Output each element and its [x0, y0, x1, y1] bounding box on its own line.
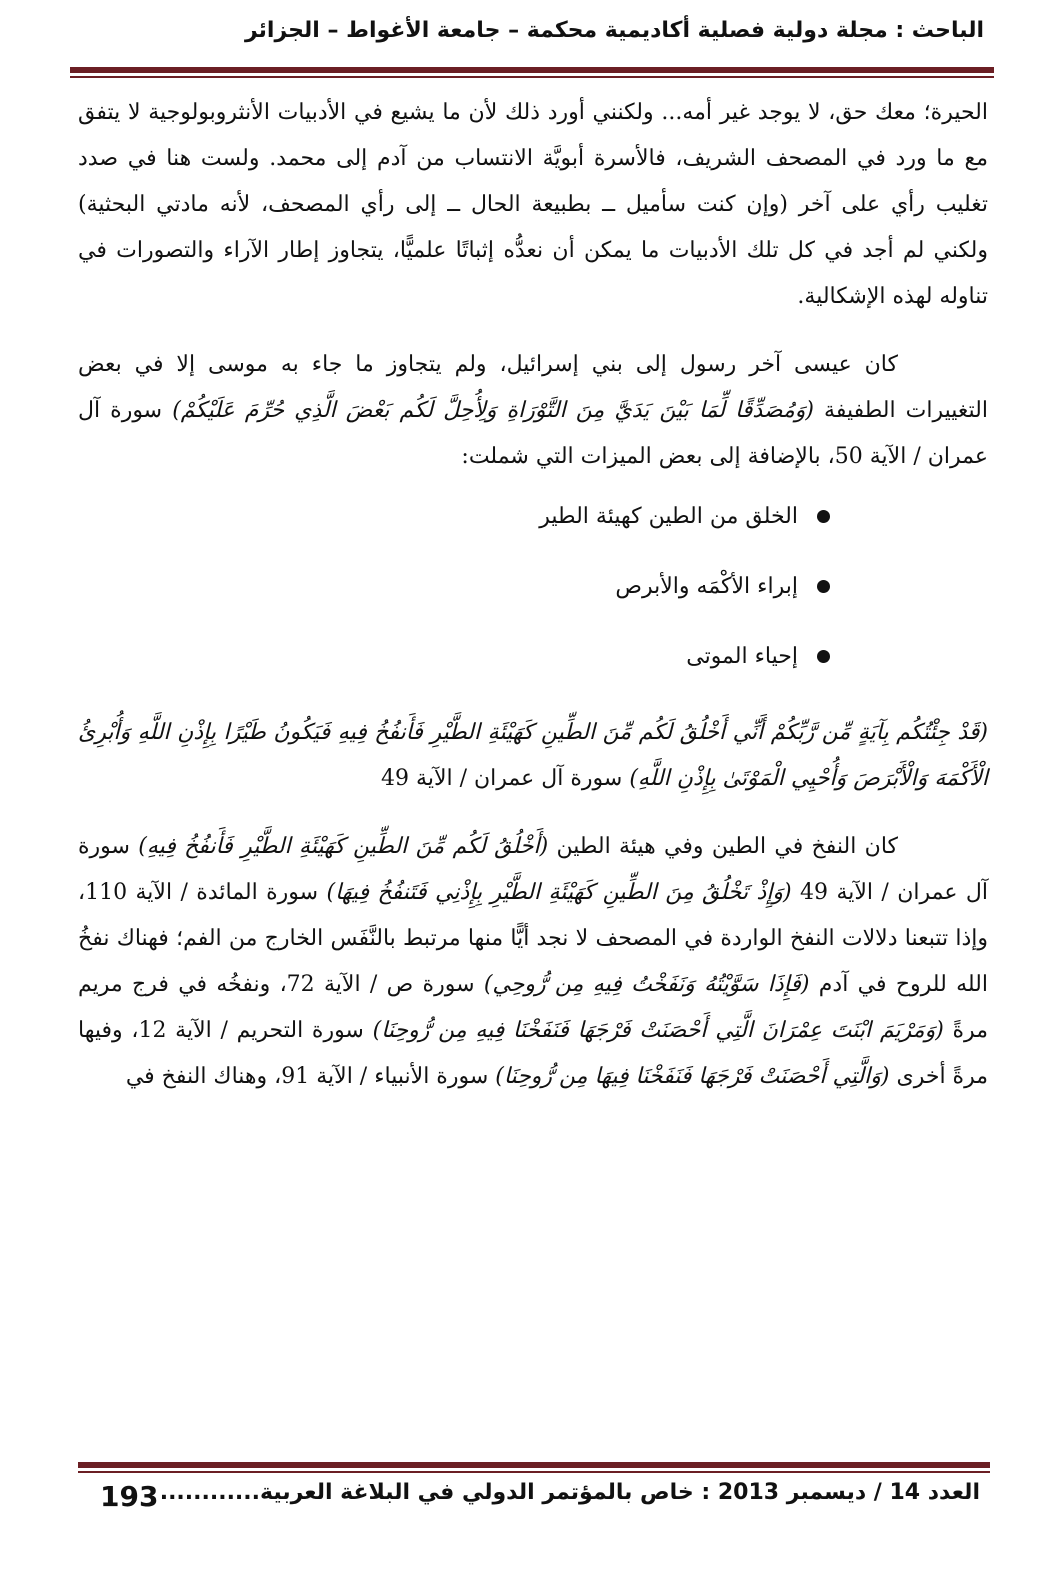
quran-quote: (فَإِذَا سَوَّيْتُهُ وَنَفَخْتُ فِيهِ مِن رُّوحِي)	[483, 972, 810, 997]
paragraph-gap	[78, 802, 988, 824]
footer-rule-thin	[78, 1471, 990, 1473]
footer-rule-thick	[78, 1462, 990, 1468]
paragraph-4-text: سورة ص / الآية 72، ونفخُه في فرج مريم مرةً	[78, 972, 988, 1043]
article-body	[78, 90, 988, 1100]
list-item	[78, 634, 988, 704]
list-item	[78, 564, 988, 634]
paragraph-1: الحيرة؛ معك حق، لا يوجد غير أمه... ولكنني أورد ذلك لأن ما يشيع في الأدبيات الأنثروبولوجية لا يتفق مع ما ورد في المصحف الشريف، فالأسرة أبويَّة الانتساب من آدم إلى محمد. ولست هنا في صدد تغليب رأي على آخر (وإن كنت سأميل ــ بطبيعة الحال ــ إلى رأي المصحف، لأنه مادتي البحثية) ولكني لم أجد في كل تلك الأدبيات ما يمكن أن نعدُّه إثباتًا علميًّا، يتجاوز إطار الآراء والتصورات في تناوله لهذه الإشكالية.	[78, 100, 988, 309]
paragraph-3	[78, 710, 988, 802]
paragraph-gap	[78, 320, 988, 342]
paragraph-4	[78, 824, 988, 1100]
features-list	[78, 494, 988, 704]
bullet-icon	[817, 510, 830, 523]
paragraph-3-rest: سورة آل عمران / الآية 49	[381, 766, 623, 791]
header-rule-thin	[70, 76, 994, 78]
quran-quote: (أَخْلُقُ لَكُم مِّنَ الطِّينِ كَهَيْئَةِ الطَّيْرِ فَأَنفُخُ فِيهِ)	[138, 834, 549, 859]
paragraph-4-text: كان النفخ في الطين وفي هيئة الطين	[556, 834, 898, 859]
paragraph-2	[78, 342, 988, 480]
bullet-icon	[817, 580, 830, 593]
bullet-icon	[817, 650, 830, 663]
paragraph-4-text: سورة الأنبياء / الآية 91، وهناك النفخ في	[125, 1064, 489, 1089]
list-item	[78, 494, 988, 564]
journal-footer	[100, 1480, 980, 1513]
list-item-text: إبراء الأكْمَه والأبرص	[615, 574, 798, 599]
quran-quote: (وَإِذْ تَخْلُقُ مِنَ الطِّينِ كَهَيْئَةِ الطَّيْرِ بِإِذْنِي فَتَنفُخُ فِيهَا)	[326, 880, 792, 905]
quran-quote: (قَدْ جِئْتُكُم بِآيَةٍ مِّن رَّبِّكُمْ أَنِّي أَخْلُقُ لَكُم مِّنَ الطِّينِ كَهَيْئَةِ الطَّيْرِ فَأَنفُخُ فِيهِ فَيَكُونُ طَيْرًا بِإِذْنِ اللَّهِ وَأُبْرِئُ الْأَكْمَهَ وَالْأَبْرَصَ وَأُحْيِي الْمَوْتَىٰ بِإِذْنِ اللَّهِ)	[78, 720, 988, 791]
issue-info: العدد 14 / ديسمبر 2013 : خاص بالمؤتمر الدولي في البلاغة العربية............	[159, 1480, 980, 1505]
paragraph-2-intro: كان عيسى آخر رسول إلى بني إسرائيل، ولم يتجاوز ما جاء به موسى إلا في بعض التغييرات الطفيفة	[78, 352, 988, 423]
quran-quote: (وَمَرْيَمَ ابْنَتَ عِمْرَانَ الَّتِي أَحْصَنَتْ فَرْجَهَا فَنَفَخْنَا فِيهِ مِن رُّوحِنَا)	[372, 1018, 944, 1043]
paragraph-4-text: سورة التحريم / الآية 12، وفيها مرةً أخرى	[78, 1018, 988, 1089]
paragraph-2-rest: سورة آل عمران / الآية 50، بالإضافة إلى بعض الميزات التي شملت:	[78, 398, 988, 469]
quran-quote: (وَالَّتِي أَحْصَنَتْ فَرْجَهَا فَنَفَخْنَا فِيهَا مِن رُّوحِنَا)	[495, 1064, 890, 1089]
header-rule-thick	[70, 67, 994, 73]
paragraph-4-text: سورة المائدة / الآية 110، وإذا تتبعنا دلالات النفخ الواردة في المصحف لا نجد أيًّا منها مرتبط بالنَّفَس الخارج من الفم؛ فهناك نفخُ الله للروح في آدم	[78, 880, 988, 997]
list-item-text: الخلق من الطين كهيئة الطير	[539, 504, 798, 529]
quran-quote: (وَمُصَدِّقًا لِّمَا بَيْنَ يَدَيَّ مِنَ التَّوْرَاةِ وَلِأُحِلَّ لَكُم بَعْضَ الَّذِي حُرِّمَ عَلَيْكُمْ)	[172, 398, 814, 423]
page-number: 193	[100, 1480, 159, 1513]
list-item-text: إحياء الموتى	[686, 644, 798, 669]
journal-header: الباحث : مجلة دولية فصلية أكاديمية محكمة – جامعة الأغواط – الجزائر	[244, 18, 984, 43]
paragraph-4-text: سورة آل عمران / الآية 49	[78, 834, 988, 905]
